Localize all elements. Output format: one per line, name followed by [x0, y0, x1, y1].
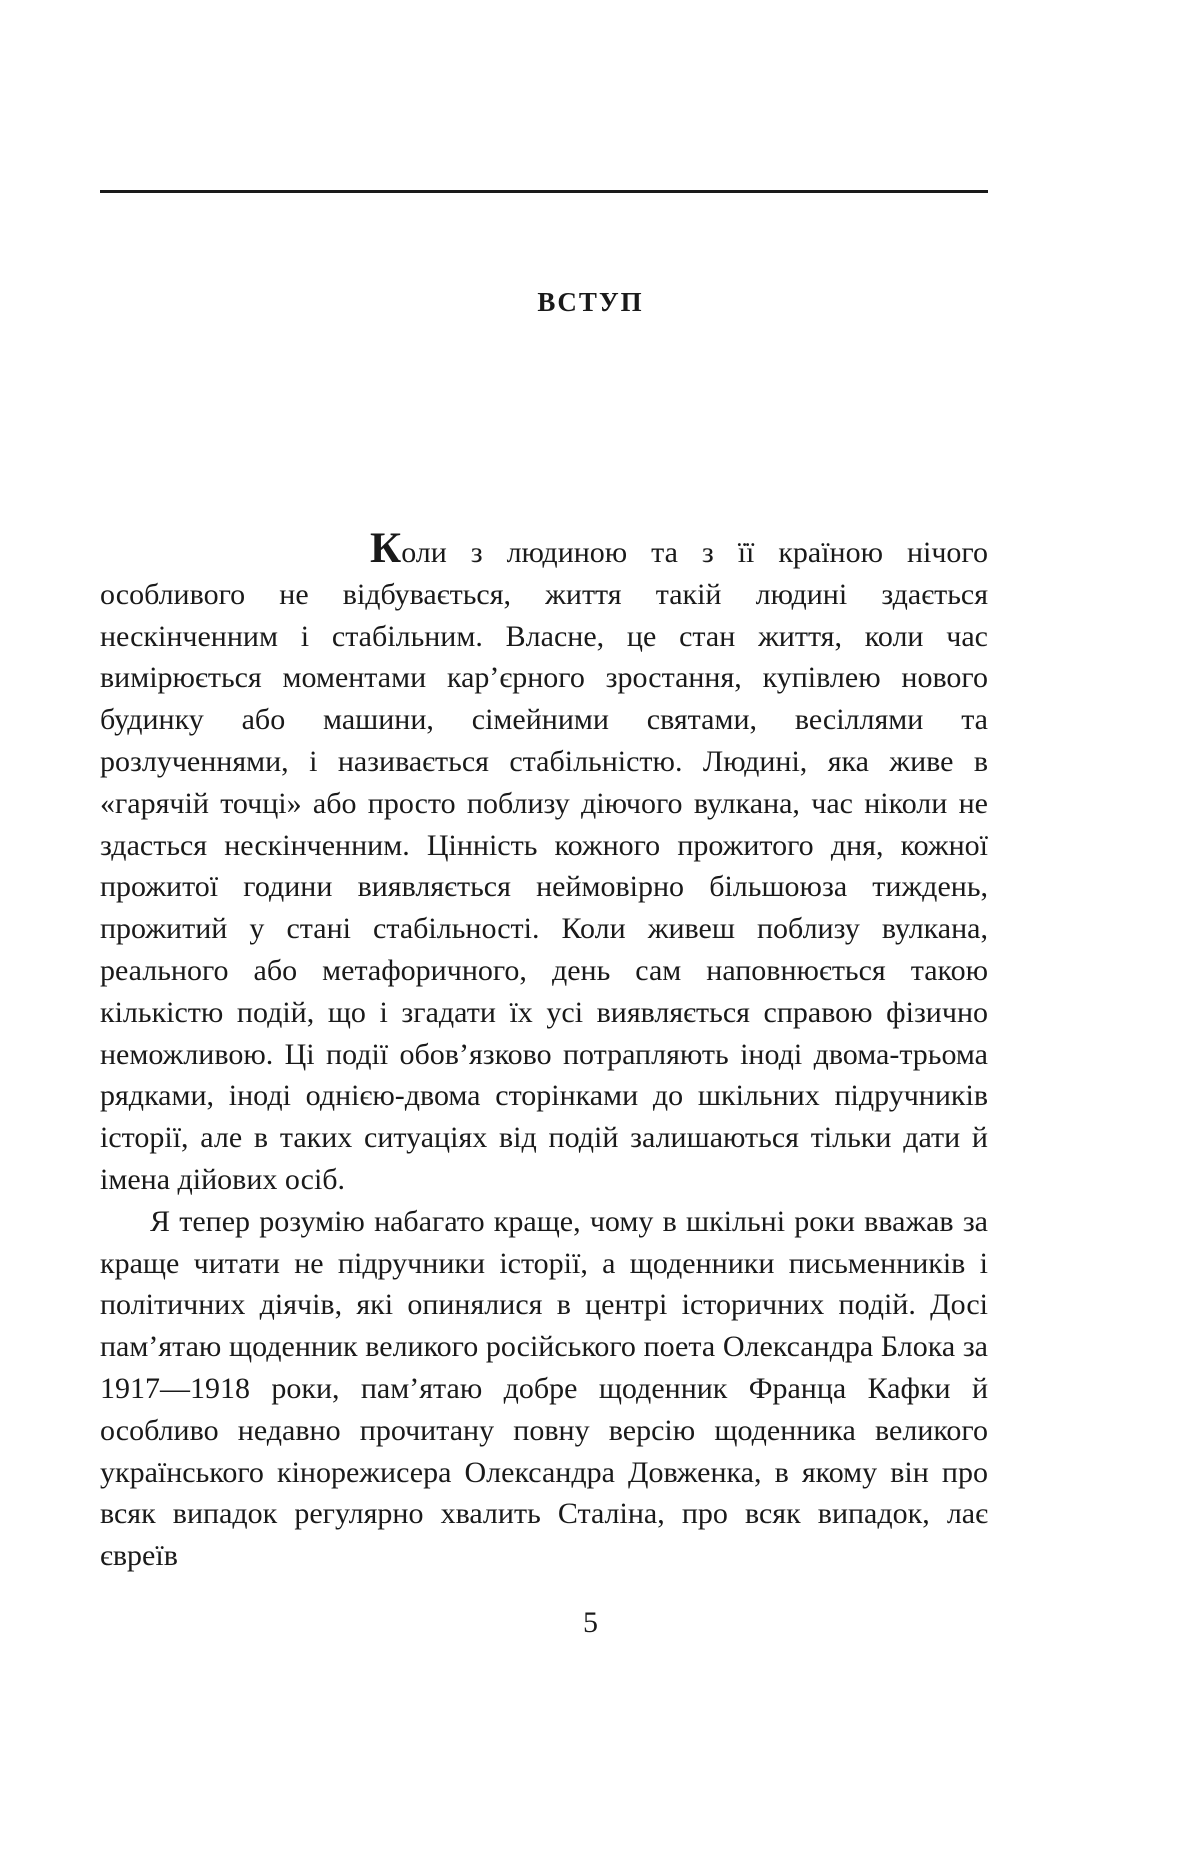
paragraph-1 [100, 525, 988, 1201]
paragraph-2: Я тепер розумію набагато краще, чому в шкільні роки вважав за краще читати не підручники історії, а щоденники письменників і політичних діячів, які опинялися в центрі історичних подій. Досі пам’ятаю щоденник великого російського поета Олександра Блока за 1917—1918 роки, пам’ятаю добре щоденник Франца Кафки й особливо недавно прочитану повну версію щоденника великого українського кінорежисера Олександра Довженка, в якому він про всяк випадок регулярно хвалить Сталіна, про всяк випадок, лає євреїв [100, 1204, 988, 1573]
drop-cap: К [370, 525, 402, 572]
chapter-title: ВСТУП [537, 287, 644, 317]
top-rule [100, 190, 988, 193]
body-text [100, 525, 988, 1577]
page-number: 5 [583, 1606, 598, 1639]
paragraph-1-text: оли з людиною та з її країною нічого особливого не відбувається, життя такій людині здається нескінченним і стабільним. Власне, це стан життя, коли час вимірюється моментами кар’єрного зростання, купівлею нового будинку або машини, сімейними святами, весіллями та розлученнями, і називається стабільністю. Людині, яка живе в «гарячій точці» або просто поблизу діючого вулкана, час ніколи не здасться нескінченним. Цінність кожного прожитого дня, кожної прожитої години виявляється неймовірно більшоюза тиждень, прожитий у стані стабільності. Коли живеш поблизу вулкана, реального або метафоричного, день сам наповнюється такою кількістю подій, що і згадати їх усі виявляється справою фізично неможливою. Ці події обов’язково потрапляють іноді двома-трьома рядками, іноді однією-двома сторінками до шкільних підручників історії, але в таких ситуаціях від подій залишаються тільки дати й імена дійових осіб. [100, 536, 988, 1196]
